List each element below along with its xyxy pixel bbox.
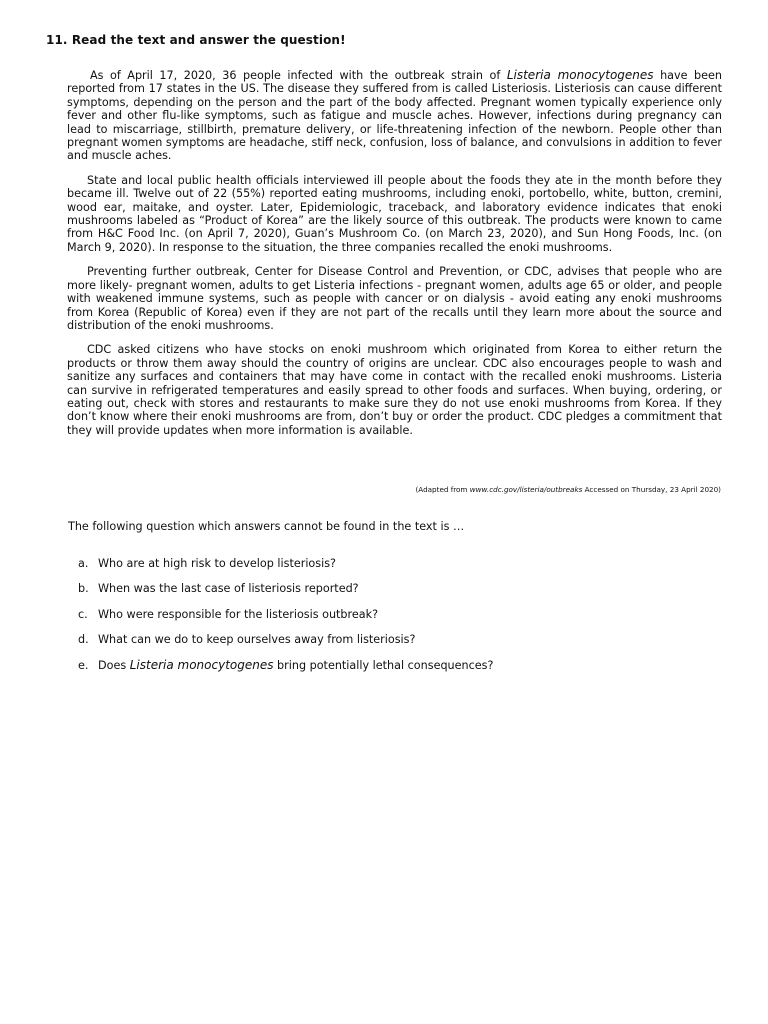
- source-suffix: Accessed on Thursday, 23 April 2020): [582, 485, 721, 494]
- paragraph-1-rest: have been reported from 17 states in the US. The disease they suffered from is called Listeriosis. Listeriosis can cause different symptoms, depending on the person and the part of the body affected. Pregnant women typically experience only fever and other flu-like symptoms, such as fatigue and muscle aches. However, infections during pregnancy can lead to miscarriage, stillbirth, premature delivery, or life-threatening infection of the newborn. People other than pregnant women symptoms are headache, stiff neck, confusion, loss of balance, and convulsions in addition to fever and muscle aches.: [67, 69, 723, 163]
- answer-options: [78, 557, 493, 683]
- question-heading: 11. Read the text and answer the question!: [46, 33, 346, 47]
- option-d[interactable]: [78, 633, 493, 658]
- option-letter: b.: [78, 582, 89, 596]
- paragraph-2: State and local public health officials interviewed ill people about the foods they ate in the month before they became ill. Twelve out of 22 (55%) reported eating mushrooms, including enoki, portobello, white, button, cremini, wood ear, maitake, and oyster. Later, Epidemiologic, traceback, and laboratory evidence indicates that enoki mushrooms labeled as “Product of Korea” are the likely source of this outbreak. The products were known to came from H&C Food Inc. (on April 7, 2020), Guan’s Mushroom Co. (on March 23, 2020), and Sun Hong Foods, Inc. (on March 9, 2020). In response to the situation, the three companies recalled the enoki mushrooms.: [67, 173, 722, 254]
- source-prefix: (Adapted from: [415, 485, 470, 494]
- option-text: Who were responsible for the listeriosis outbreak?: [98, 607, 379, 621]
- option-text: What can we do to keep ourselves away from listeriosis?: [98, 632, 416, 646]
- paragraph-4: CDC asked citizens who have stocks on enoki mushroom which originated from Korea to either return the products or throw them away should the country of origins are unclear. CDC also encourages people to wash and sanitize any surfaces and containers that may have come in contact with the recalled enoki mushrooms. Listeria can survive in refrigerated temperatures and easily spread to other foods and surfaces. When buying, ordering, or eating out, check with stores and restaurants to make sure they do not use enoki mushrooms from Korea. If they don’t know where their enoki mushrooms are from, don’t buy or order the product. CDC pledges a commitment that they will provide updates when more information is available.: [67, 343, 722, 437]
- question-prompt: The following question which answers cannot be found in the text is …: [68, 520, 465, 533]
- option-letter: a.: [78, 557, 89, 570]
- paragraph-1: [67, 69, 722, 163]
- paragraph-1-start: As of April 17, 2020, 36 people infected with the outbreak strain of: [90, 69, 507, 82]
- source-citation: [67, 485, 721, 494]
- species-name: Listeria monocytogenes: [506, 68, 654, 82]
- option-text: Who are at high risk to develop listeriosis?: [98, 557, 336, 570]
- paragraph-3: Preventing further outbreak, Center for Disease Control and Prevention, or CDC, advises that people who are more likely- pregnant women, adults to get Listeria infections - pregnant women, adults age 65 or older, and people with weakened immune systems, such as people with cancer or on dialysis - avoid eating any enoki mushrooms from Korea (Republic of Korea) even if they are not part of the recalls until they learn more about the source and distribution of the enoki mushrooms.: [67, 265, 722, 332]
- option-species-name: Listeria monocytogenes: [129, 658, 274, 673]
- option-a[interactable]: [78, 557, 493, 582]
- reading-passage: [67, 69, 722, 448]
- option-text-start: Does: [98, 659, 130, 673]
- option-letter: e.: [78, 659, 89, 673]
- option-e[interactable]: [78, 658, 493, 683]
- option-c[interactable]: [78, 608, 493, 633]
- option-text-rest: bring potentially lethal consequences?: [273, 659, 494, 673]
- option-text: When was the last case of listeriosis reported?: [98, 582, 359, 596]
- option-b[interactable]: [78, 582, 493, 607]
- source-url: www.cdc.gov/listeria/outbreaks: [469, 485, 583, 494]
- option-letter: d.: [78, 632, 89, 646]
- option-letter: c.: [78, 607, 88, 621]
